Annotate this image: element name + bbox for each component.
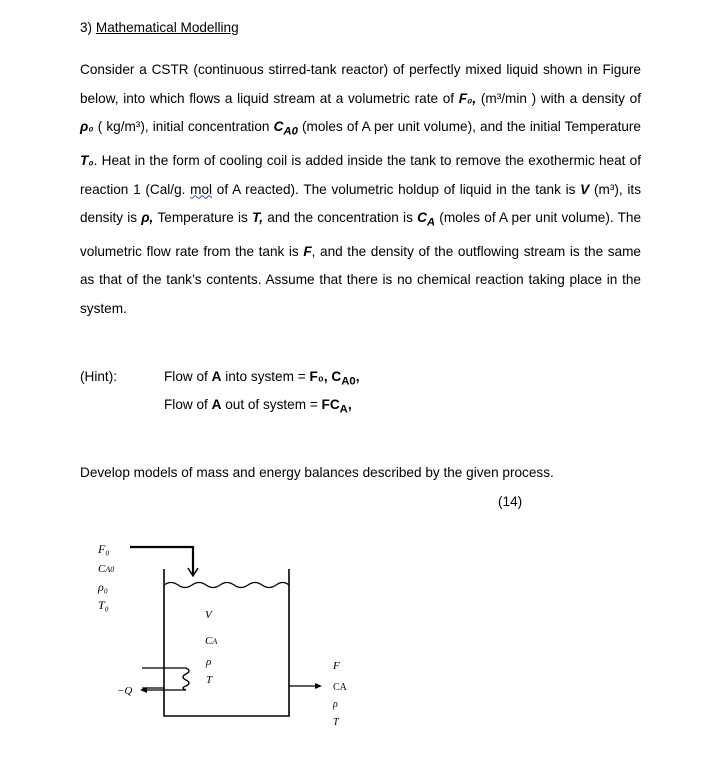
liquid-surface <box>164 583 289 588</box>
label-CA0: CA0 <box>98 563 115 575</box>
label-CA-out: CA <box>333 682 347 693</box>
label-F0: F₀ <box>98 542 110 556</box>
var-F0: F₀, <box>458 90 477 106</box>
var-V: V <box>580 181 590 197</box>
tank-wall <box>164 569 289 716</box>
label-T-tank: T <box>206 674 213 686</box>
cooling-coil <box>183 668 189 690</box>
var-T0: T₀ <box>80 152 94 168</box>
label-rho0: ρ₀ <box>98 580 108 594</box>
problem-statement: Consider a CSTR (continuous stirred-tank reactor) of perfectly mixed liquid shown in Figure below, into which flows a liquid stream at a volumetric rate of F₀, (m³/min ) with a density of ρ₀ ( kg/m³), initial concentration $C_{A0}$ (moles of A per unit volume), and the initial Temperature T₀. Heat in the form of cooling coil is added inside the tank to remove the exothermic heat of reaction 1 (Cal/g. mol of A reacted). The volumetric holdup of liquid in the tank is V (m³), its density is ρ, Temperature is T, and the concentration is $C_A$ (moles of A per unit volume). The volumetric flow rate from the tank is F, and the density of the outflowing stream is the same as that of the tank’s contents. Assume that there is no chemical reaction taking place in the system. <box>80 62 641 317</box>
hint-line-outflow: Flow of A out of system = $FC_A$, <box>164 397 352 416</box>
marks: (14) <box>498 494 523 509</box>
hint-line-inflow: Flow of A into system = F₀, $C_{A0}$, <box>164 369 360 388</box>
outlet-arrow <box>315 683 322 689</box>
spellcheck-word: mol <box>190 181 213 197</box>
label-F-out: F <box>333 660 340 672</box>
inlet-pipe <box>130 547 193 574</box>
label-Q: −Q <box>117 685 133 697</box>
var-CA: $C_A$ <box>417 210 436 229</box>
cstr-diagram <box>0 530 714 770</box>
label-CA: CA <box>205 635 218 647</box>
question-heading <box>80 20 239 35</box>
label-T0: T₀ <box>98 598 109 612</box>
hint-label: (Hint): <box>80 369 118 384</box>
var-rho0: ρ₀ <box>80 119 94 135</box>
var-CA0: $C_{A0}$ <box>273 119 298 139</box>
label-rho: ρ <box>206 656 212 668</box>
var-rho: ρ, <box>141 210 154 226</box>
var-T: T, <box>252 210 264 226</box>
question-number: 3) <box>80 20 93 35</box>
var-F: F <box>303 243 312 259</box>
question-title: Mathematical Modelling <box>95 20 239 35</box>
task-instruction: Develop models of mass and energy balances described by the given process. <box>80 465 554 480</box>
label-V: V <box>205 609 212 621</box>
label-rho-out: ρ <box>333 699 338 710</box>
label-T-out: T <box>333 717 339 728</box>
